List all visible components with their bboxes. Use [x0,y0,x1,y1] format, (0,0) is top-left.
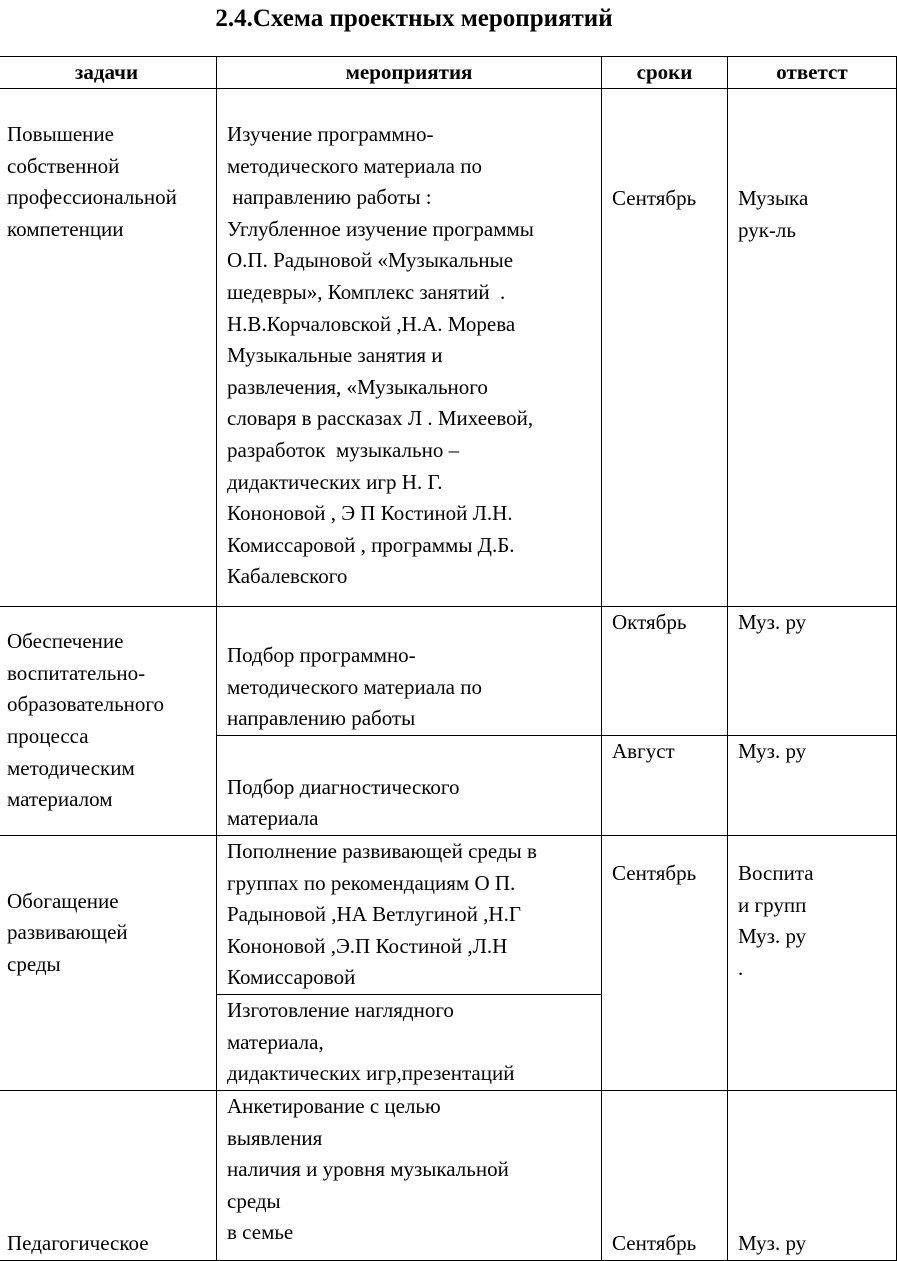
text-line: Кононовой ,Э.П Костиной ,Л.Н [227,933,508,958]
text-line: Анкетирование с целью [227,1093,441,1118]
cell-otvetstvennye [728,1090,897,1260]
cell-zadachi [0,836,217,1091]
cell-sroki [602,607,728,736]
text-line: разработок музыкально – [227,437,460,462]
text-line: Муз. ру [738,924,807,949]
text-line: материалом [7,787,113,812]
text-line: Комиссаровой [227,965,356,990]
text-line: . [738,955,744,980]
text-line: Обогащение [7,888,119,913]
text-line: компетенции [7,216,124,241]
text-line: Кабалевского [227,564,348,589]
text-line: Подбор диагностического [227,774,460,799]
text-line: процесса [7,724,89,748]
cell-sroki [602,89,728,607]
text-line: среды [227,1188,281,1213]
header-sroki: сроки [602,57,728,89]
text-line: Углубленное изучение программы [227,216,534,241]
text-line: дидактических игр,презентаций [227,1061,515,1086]
text-line: дидактических игр Н. Г. [227,469,443,494]
cell-sroki [602,1090,728,1260]
text-line: Музыка [738,186,809,210]
table-row [0,607,897,736]
cell-zadachi [0,1090,217,1260]
text-line: развивающей [7,920,128,945]
page-title: 2.4.Схема проектных мероприятий [215,5,613,32]
text-line: Август [612,739,675,763]
cell-zadachi [0,607,217,836]
text-line: наличия и уровня музыкальной [227,1157,509,1182]
text-line: Подбор программно- [227,643,416,668]
text-line: Музыкальные занятия и [227,343,443,368]
text-line: в семье [227,1220,294,1245]
text-line: Педагогическое [7,1231,149,1256]
table-header-row [0,57,897,89]
text-line: Пополнение развивающей среды в [227,839,537,863]
text-line: Муз. ру [738,1231,807,1256]
text-line: шедевры», Комплекс занятий . [227,279,506,304]
text-line: и групп [738,892,807,917]
text-line: Воспита [738,861,814,885]
cell-otvetstvennye [728,89,897,607]
text-line: методического материала по [227,674,482,699]
text-line: образовательного [7,692,164,717]
table-wrapper [0,56,848,1259]
text-line: Изготовление наглядного [227,997,454,1022]
text-line: развлечения, «Музыкального [227,374,488,399]
text-line: О.П. Радыновой «Музыкальные [227,248,514,273]
cell-sroki [602,836,728,1091]
cell-meropriyatiya [217,607,602,736]
table-row [0,836,897,995]
text-line: материала [227,806,319,831]
header-zadachi: задачи [0,57,217,89]
text-line: Кононовой , Э П Костиной Л.Н. [227,501,513,526]
text-line: Повышение [7,122,114,146]
table-row [0,89,897,607]
cell-meropriyatiya [217,736,602,836]
header-meropriyatiya: мероприятия [217,57,602,89]
text-line: среды [7,951,61,976]
cell-otvetstvennye [728,736,897,836]
text-line: направлению работы [227,706,416,731]
text-line: методического материала по [227,153,482,178]
text-line: воспитательно- [7,660,146,685]
text-line: Муз. ру [738,610,807,634]
project-activities-table [0,56,897,1261]
text-line: материала, [227,1029,324,1054]
text-line: Сентябрь [612,1231,697,1256]
cell-meropriyatiya [217,836,602,995]
cell-otvetstvennye [728,607,897,736]
text-line: рук-ль [738,217,796,242]
text-line: собственной [7,153,120,178]
text-line: Н.В.Корчаловской ,Н.А. Морева [227,311,516,336]
text-line: словаря в рассказах Л . Михеевой, [227,406,534,431]
cell-meropriyatiya [217,89,602,607]
text-line: выявления [227,1125,323,1150]
text-line: Муз. ру [738,739,807,763]
cell-otvetstvennye [728,836,897,1091]
cell-sroki [602,736,728,836]
text-line: Комиссаровой , программы Д.Б. [227,532,515,557]
text-line: Сентябрь [612,861,697,885]
cell-zadachi [0,89,217,607]
text-line: Радыновой ,НА Ветлугиной ,Н.Г [227,902,521,927]
text-line: группах по рекомендациям О П. [227,870,516,895]
text-line: направлению работы : [227,185,432,210]
cell-meropriyatiya [217,1090,602,1260]
text-line: Изучение программно- [227,122,434,146]
text-line: профессиональной [7,185,177,210]
text-line: Октябрь [612,610,687,634]
cell-meropriyatiya [217,994,602,1090]
table-row [0,1090,897,1260]
text-line: Сентябрь [612,186,697,210]
text-line: Обеспечение [7,629,124,654]
text-line: методическим [7,755,135,780]
header-otvetstvennye: ответст [728,57,897,89]
